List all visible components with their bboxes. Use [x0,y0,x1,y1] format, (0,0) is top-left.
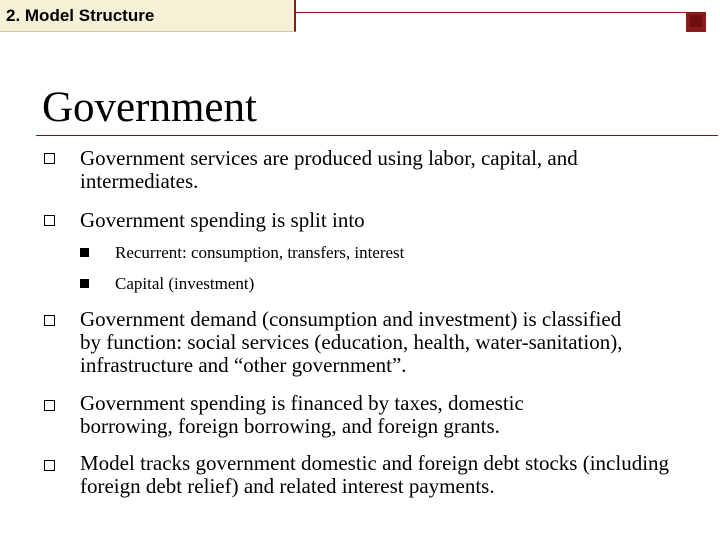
sub-bullet-item: Capital (investment) [115,274,255,293]
corner-decoration [686,12,706,32]
header-line [296,12,686,13]
sub-bullet-item: Recurrent: consumption, transfers, interest [115,243,405,262]
slide-title: Government [42,84,257,131]
bullet-item: Government spending is financed by taxes, domestic borrowing, foreign borrowing, and foreign grants. [80,391,524,438]
bullet-item: Government services are produced using labor, capital, and intermediates. [80,146,578,193]
bullet-item: Model tracks government domestic and foreign debt stocks (including foreign debt relief) and related interest payments. [80,451,670,498]
title-divider [36,135,718,136]
hollow-square-icon [44,460,55,471]
bullet-item: Government demand (consumption and investment) is classified by function: social services (education, health, water-sanitation), infrastructure and “other government”. [80,307,623,377]
hollow-square-icon [44,215,55,226]
section-label: 2. Model Structure [6,6,155,25]
filled-square-icon [80,279,89,288]
hollow-square-icon [44,315,55,326]
hollow-square-icon [44,153,55,164]
section-tag [0,0,296,32]
filled-square-icon [80,248,89,257]
hollow-square-icon [44,400,55,411]
bullet-item: Government spending is split into [80,208,365,232]
